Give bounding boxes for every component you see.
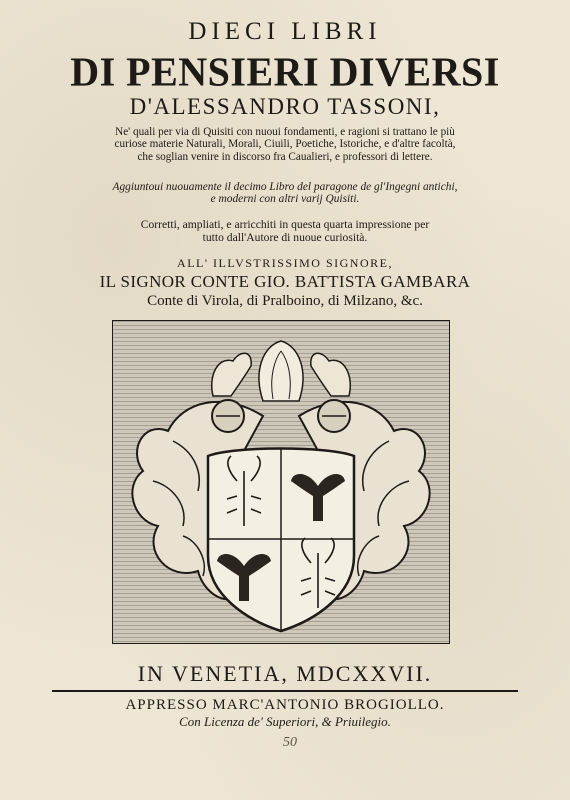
license-line: Con Licenza de' Superiori, & Priuilegio.	[179, 714, 391, 729]
title-line-2: DI PENSIERI DIVERSI	[70, 48, 500, 95]
addition-line-1: Aggiuntoui nuouamente il decimo Libro del paragone de gl'Ingegni antichi,	[112, 181, 458, 193]
addition-paragraph	[48, 181, 522, 206]
coat-of-arms-engraving	[112, 320, 450, 644]
addition-line-2: e moderni con altri varij Quisiti.	[210, 193, 360, 206]
edition-paragraph	[48, 218, 522, 244]
description-line-1: Ne' quali per via di Quisiti con nuoui fondamenti, e ragioni si trattano le più	[115, 126, 455, 138]
edition-line-2: tutto dall'Autore di nuoue curiosità.	[202, 231, 368, 244]
description-line-3: che soglian venire in discorso fra Caualieri, e professori di lettere.	[137, 150, 433, 163]
imprint-rule	[52, 690, 518, 692]
description-line-2: curiose materie Naturali, Morali, Ciuili, Poetiche, Istoriche, e d'altre facoltà,	[114, 138, 456, 151]
dedication-line-2: IL SIGNOR CONTE GIO. BATTISTA GAMBARA	[99, 272, 471, 291]
author-name: D'ALESSANDRO TASSONI,	[129, 94, 441, 119]
dedication-line-3: Conte di Virola, di Pralboino, di Milzano, &c.	[147, 293, 423, 309]
description-paragraph	[48, 126, 522, 163]
edition-line-1: Corretti, ampliati, e arricchiti in questa quarta impressione per	[140, 218, 430, 231]
title-line-1: DIECI LIBRI	[188, 18, 382, 45]
dedication-line-1: ALL' ILLVSTRISSIMO SIGNORE,	[177, 256, 393, 270]
handwritten-number: 50	[283, 735, 297, 750]
printer-name: APPRESSO MARC'ANTONIO BROGIOLLO.	[125, 697, 445, 713]
coat-of-arms-icon	[113, 321, 449, 643]
place-and-year: IN VENETIA, MDCXXVII.	[137, 661, 433, 686]
